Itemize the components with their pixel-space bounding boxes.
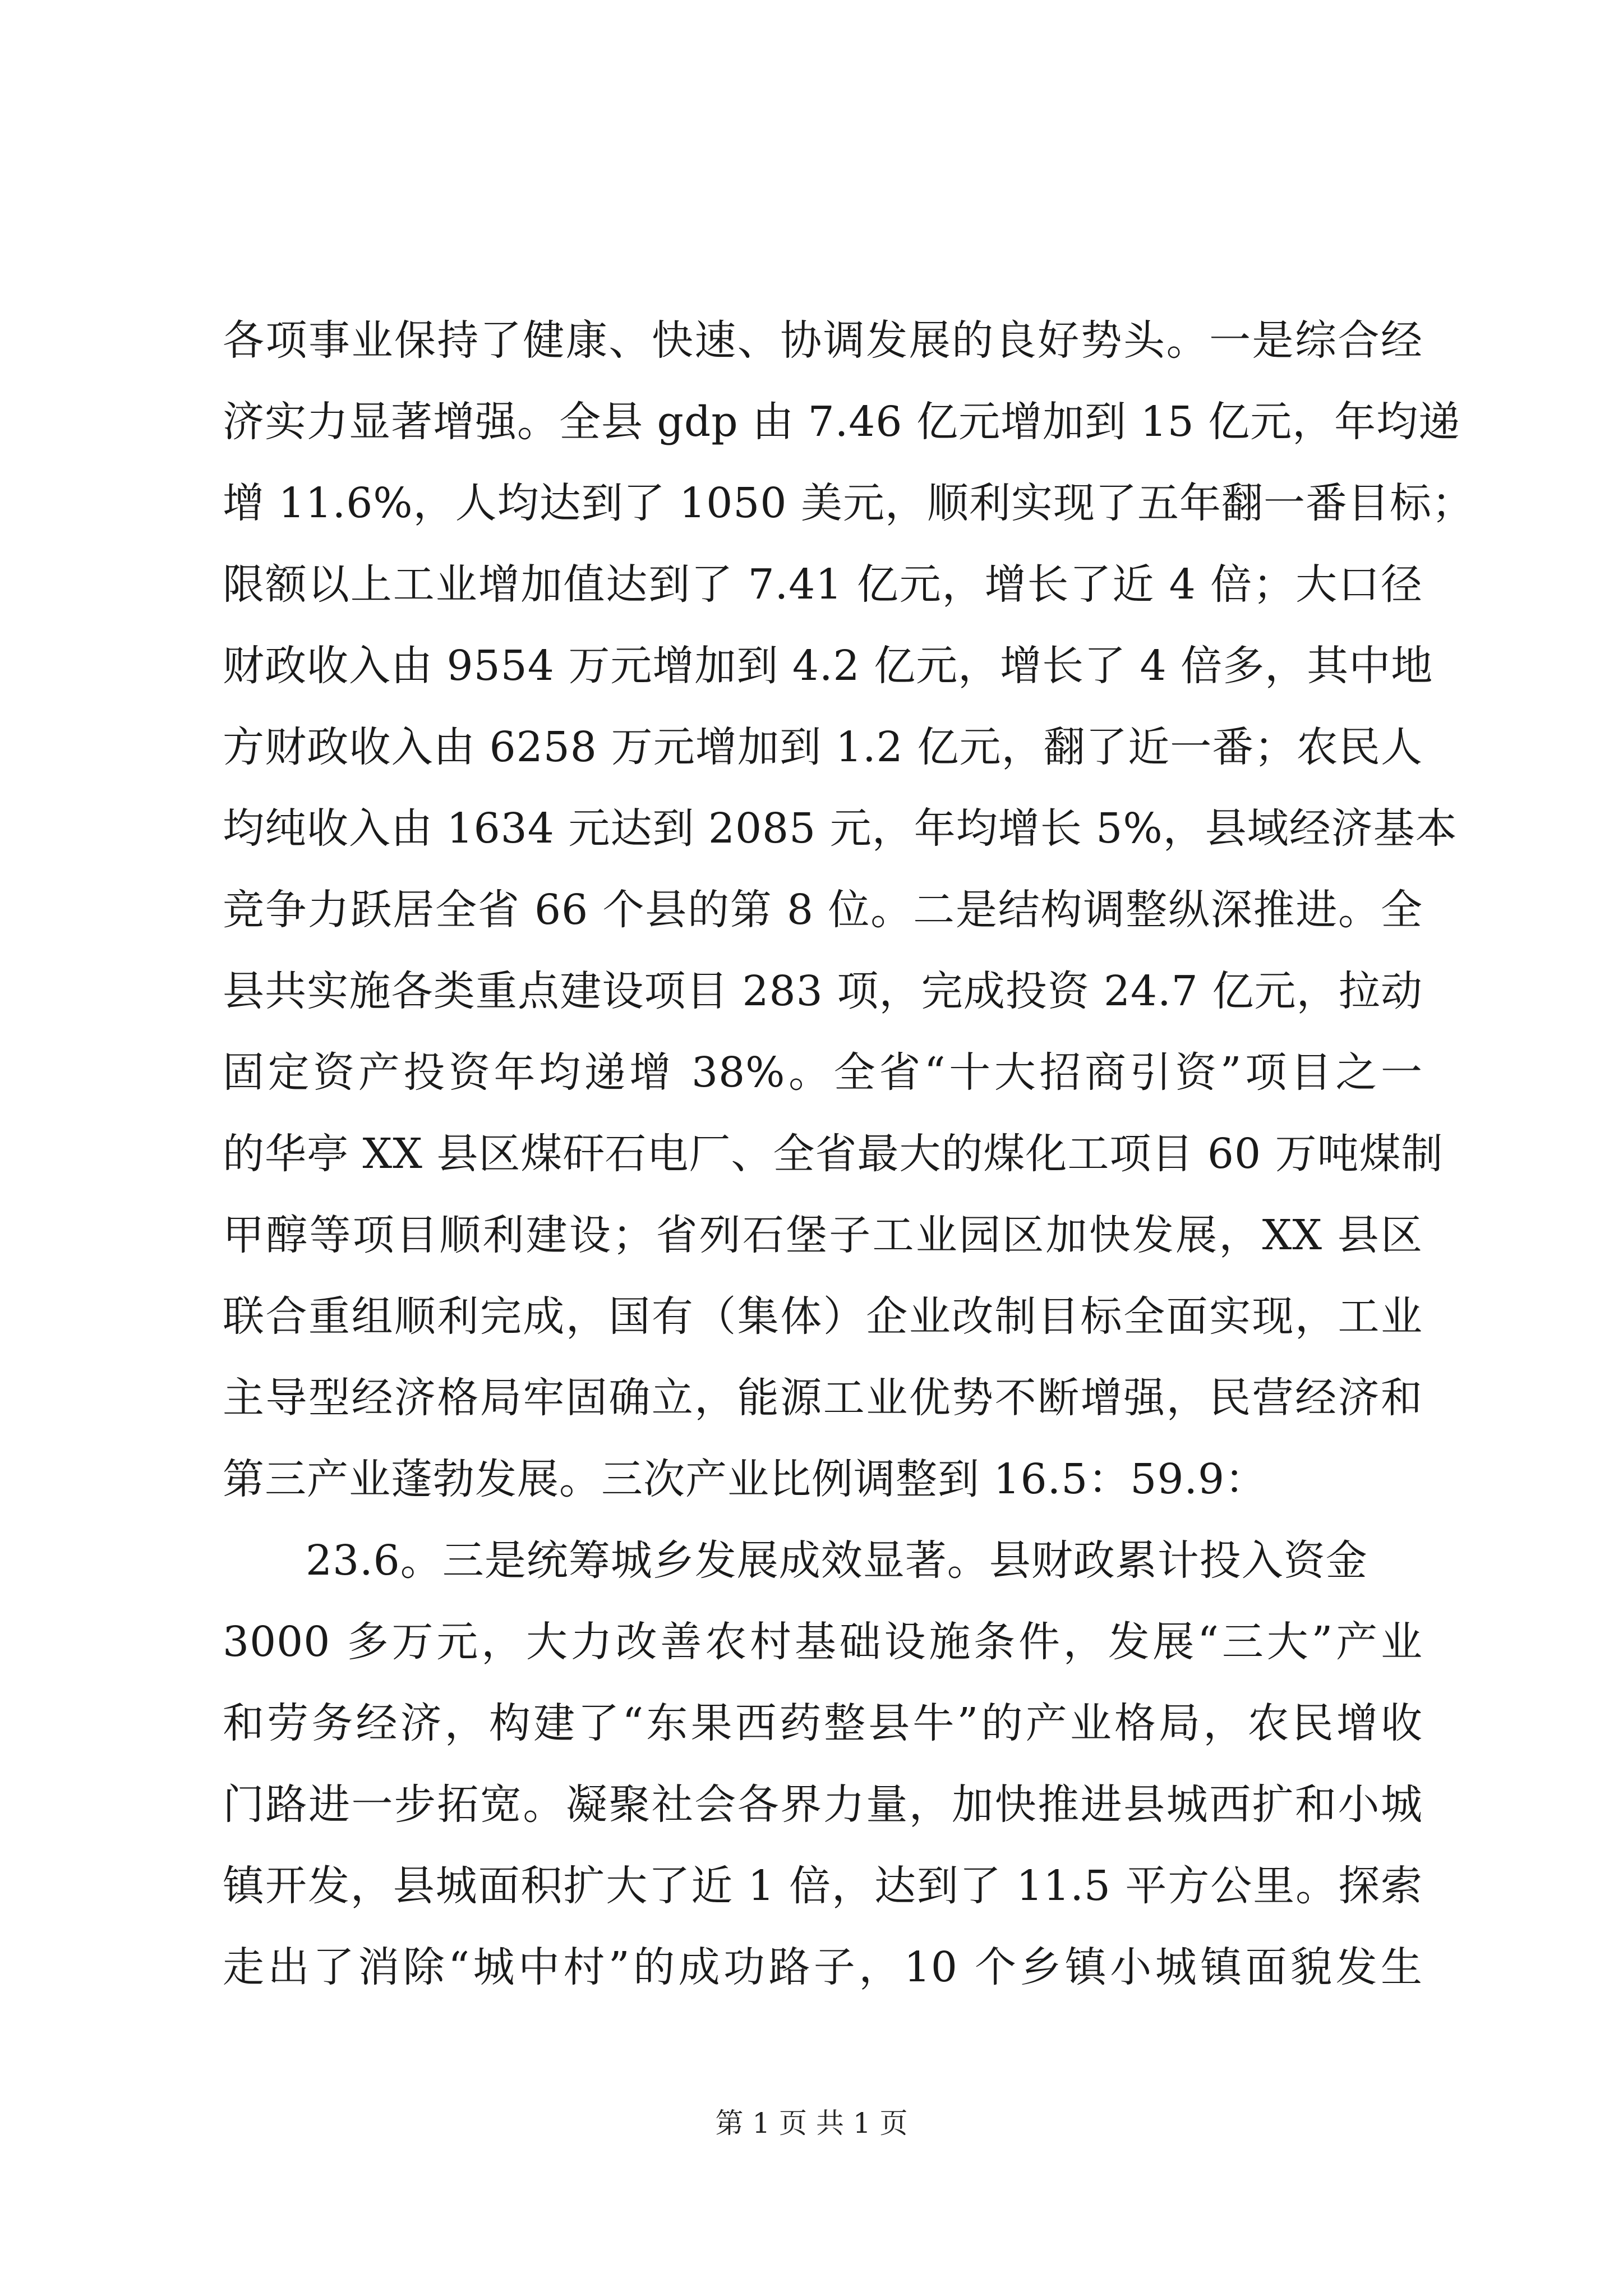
text-line: 3000 多万元，大力改善农村基础设施条件，发展“三大”产业: [223, 1618, 1423, 1666]
text-line: 各项事业保持了健康、快速、协调发展的良好势头。一是综合经: [223, 316, 1423, 365]
text-line: 23.6。三是统筹城乡发展成效显著。县财政累计投入资金: [306, 1536, 1368, 1585]
text-line: 主导型经济格局牢固确立，能源工业优势不断增强，民营经济和: [223, 1374, 1423, 1422]
text-line: 增 11.6%，人均达到了 1050 美元，顺利实现了五年翻一番目标；: [223, 479, 1474, 527]
page-number-footer: 第 1 页 共 1 页: [715, 2107, 908, 2139]
text-line: 均纯收入由 1634 元达到 2085 元，年均增长 5%，县域经济基本: [223, 804, 1458, 853]
text-line: 竞争力跃居全省 66 个县的第 8 位。二是结构调整纵深推进。全: [223, 886, 1423, 934]
text-line: 甲醇等项目顺利建设；省列石堡子工业园区加快发展，XX 县区: [223, 1211, 1423, 1259]
text-line: 的华亭 XX 县区煤矸石电厂、全省最大的煤化工项目 60 万吨煤制: [223, 1130, 1444, 1178]
text-line: 方财政收入由 6258 万元增加到 1.2 亿元，翻了近一番；农民人: [223, 723, 1423, 771]
text-line: 和劳务经济，构建了“东果西药整县牛”的产业格局，农民增收: [223, 1699, 1423, 1747]
text-line: 联合重组顺利完成，国有（集体）企业改制目标全面实现，工业: [223, 1292, 1423, 1341]
text-line: 镇开发，县城面积扩大了近 1 倍，达到了 11.5 平方公里。探索: [223, 1862, 1423, 1910]
document-body: [223, 300, 1474, 2008]
text-line: 财政收入由 9554 万元增加到 4.2 亿元，增长了 4 倍多，其中地: [223, 642, 1433, 690]
text-line: 第三产业蓬勃发展。三次产业比例调整到 16.5：59.9：: [223, 1455, 1267, 1503]
text-line: 固定资产投资年均递增 38%。全省“十大招商引资”项目之一: [223, 1048, 1423, 1097]
text-line: 限额以上工业增加值达到了 7.41 亿元，增长了近 4 倍；大口径: [223, 560, 1423, 609]
text-line: 门路进一步拓宽。凝聚社会各界力量，加快推进县城西扩和小城: [223, 1780, 1423, 1829]
text-line: 县共实施各类重点建设项目 283 项，完成投资 24.7 亿元，拉动: [223, 967, 1423, 1015]
text-line: 济实力显著增强。全县 gdp 由 7.46 亿元增加到 15 亿元，年均递: [223, 398, 1461, 446]
text-line: 走出了消除“城中村”的成功路子，10 个乡镇小城镇面貌发生: [223, 1943, 1423, 1991]
